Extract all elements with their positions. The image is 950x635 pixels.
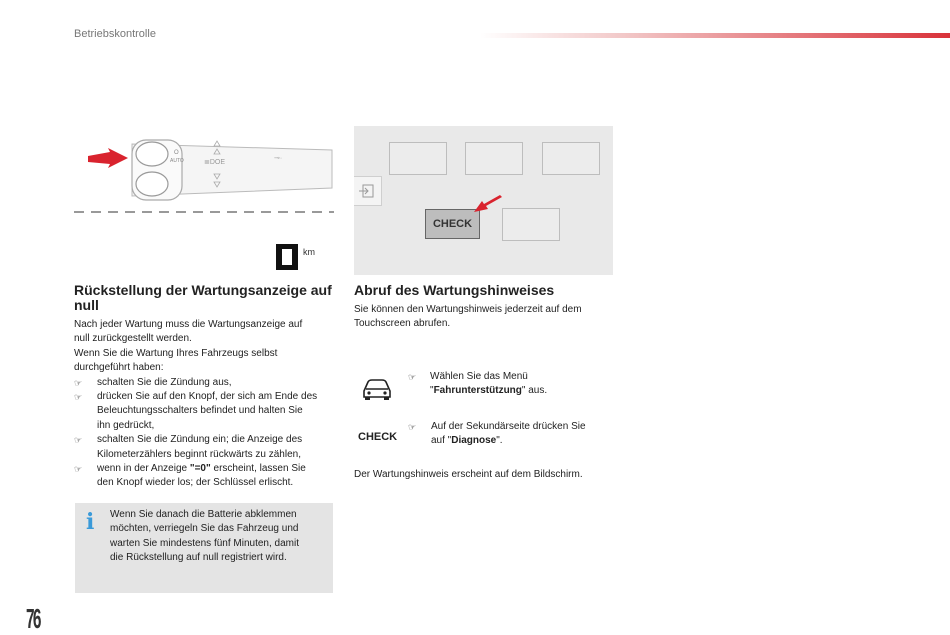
- pointing-hand-icon: ☞: [408, 372, 417, 382]
- page-number: 76: [26, 603, 40, 634]
- svg-text:O: O: [174, 150, 179, 156]
- check-button[interactable]: CHECK: [425, 209, 480, 239]
- left-body: [74, 318, 336, 491]
- left-section-title: Rückstellung der Wartungsanzeige auf null: [74, 282, 332, 313]
- pointer-arrow-icon: [472, 194, 504, 216]
- step-item: ☞ schalten Sie die Zündung aus,: [74, 376, 336, 390]
- info-text: Wenn Sie danach die Batterie abklemmen möchten, verriegeln Sie das Fahrzeug und warten Sie mindestens fünf Minuten, damit die Rückstellung auf null registriert wird.: [110, 509, 299, 564]
- pointing-hand-icon: ☞: [74, 377, 83, 388]
- intro-line: durchgeführt haben:: [74, 362, 164, 374]
- intro-line: null zurückgestellt werden.: [74, 333, 192, 345]
- check-label: CHECK: [358, 431, 398, 443]
- svg-text:AUTO: AUTO: [170, 158, 184, 164]
- touchscreen-illustration: [354, 126, 613, 275]
- info-icon: i: [86, 509, 95, 535]
- lighting-stalk-illustration: [74, 126, 334, 221]
- car-icon: [360, 375, 394, 401]
- menu-tile: [465, 142, 523, 175]
- menu-tile: [389, 142, 447, 175]
- menu-tile: [542, 142, 600, 175]
- intro-line: Wenn Sie die Wartung Ihres Fahrzeugs selbst: [74, 347, 278, 359]
- intro-line: Nach jeder Wartung muss die Wartungsanzeige auf: [74, 319, 303, 330]
- pointing-hand-icon: ☞: [74, 392, 83, 403]
- pointing-hand-icon: ☞: [74, 435, 83, 446]
- odometer-icon: [275, 243, 325, 271]
- step-item: ☞ wenn in der Anzeige "=0" erscheint, lassen Sie den Knopf wieder los; der Schlüssel erlischt.: [74, 463, 306, 489]
- step-item: ☞ schalten Sie die Zündung ein; die Anzeige des Kilometerzählers beginnt rückwärts zu zählen,: [74, 434, 303, 460]
- menu-tile: [502, 208, 560, 241]
- back-tab-icon: [354, 176, 382, 206]
- result-text: Der Wartungshinweis erscheint auf dem Bildschirm.: [354, 469, 583, 480]
- svg-text:⊸·: ⊸·: [274, 155, 283, 162]
- svg-text:≣DOE: ≣DOE: [204, 159, 226, 166]
- right-intro: Sie können den Wartungshinweis jederzeit auf dem Touchscreen abrufen.: [354, 304, 582, 330]
- km-unit-label: km: [303, 247, 315, 257]
- pointing-hand-icon: ☞: [74, 464, 83, 475]
- header-gradient-bar: [480, 33, 950, 38]
- step-item: ☞ drücken Sie auf den Knopf, der sich am Ende des Beleuchtungsschalters befindet und halten Sie ihn gedrückt,: [74, 391, 318, 431]
- pointing-hand-icon: ☞: [408, 422, 417, 432]
- section-label: Betriebskontrolle: [74, 28, 156, 40]
- step-list: [74, 376, 336, 491]
- step-press-diagnose: ☞ Auf der Sekundärseite drücken Sie auf "Diagnose".: [408, 421, 586, 447]
- info-box: [75, 503, 333, 593]
- step-select-menu: ☞ Wählen Sie das Menü "Fahrunterstützung" aus.: [408, 371, 548, 397]
- right-section-title: Abruf des Wartungshinweises: [354, 282, 555, 298]
